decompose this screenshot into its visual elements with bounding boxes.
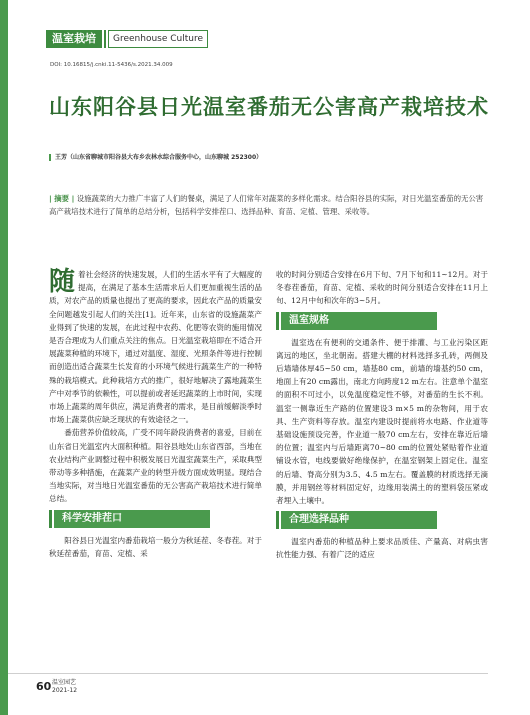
paragraph-sec3: 温室内番茄的种植品种上要求品质佳、产量高、对病虫害抗性能力强、有着广泛的适应 <box>276 537 488 560</box>
article-title: 山东阳谷县日光温室番茄无公害高产栽培技术 <box>49 94 489 119</box>
page-number: 60 <box>36 680 52 693</box>
section-tag-cn: 温室栽培 <box>46 30 102 48</box>
section-tag <box>46 30 208 48</box>
left-column <box>49 268 262 560</box>
doi-line: DOI: 10.16815/j.cnki.11-5436/s.2021.34.009 <box>50 62 173 68</box>
dropcap: 随 <box>49 267 76 297</box>
paragraph-sec1: 阳谷县日光温室内番茄栽培一般分为秋延茬、冬春茬。对于秋延茬番茄，育苗、定植、采 <box>49 535 262 558</box>
section-bar-icon <box>276 312 279 330</box>
section-heading-1 <box>49 510 262 528</box>
journal-issue: 2021-12 <box>52 687 78 694</box>
abstract-label: | 摘要 | <box>49 194 75 203</box>
section-title-1: 科学安排茬口 <box>54 510 210 528</box>
right-column <box>276 268 488 562</box>
section-bar-icon <box>49 510 52 528</box>
abstract <box>49 192 489 218</box>
journal-info <box>52 679 77 695</box>
author-text: 王芳（山东省聊城市阳谷县大布乡农林水综合服务中心，山东聊城 252300） <box>55 154 263 161</box>
section-title-2: 温室规格 <box>281 312 437 330</box>
tag-separator <box>104 30 106 48</box>
paragraph-sec1-cont: 收的时间分别适合安排在6月下旬、7月下旬和11~12月。对于冬春茬番茄，育苗、定植、采收的时间分别适合安排在11月上旬、12月中旬和次年的3~5月。 <box>276 270 488 306</box>
paragraph-tomato: 番茄营养价值较高，广受不同年龄段消费者的喜爱，目前在山东省日光温室内大面积种植。阳谷县地处山东省西部，当地在农业结构产业调整过程中积极发展日光温室蔬菜生产，采取典型带动等多种措施，在蔬菜产业的转型升级方面成效明显。现结合当地实际，对当地日光温室番茄的无公害高产栽培技术进行简单总结。 <box>49 428 262 504</box>
green-sidebar-strip <box>0 0 8 715</box>
section-tag-en: Greenhouse Culture <box>108 30 208 48</box>
section-heading-3 <box>276 511 488 529</box>
section-title-3: 合理选择品种 <box>281 511 437 529</box>
paragraph-sec2: 温室选在有便利的交通条件、便于排灌、与工业污染区距离远的地区，坐北朝南。搭建大棚的材料选择多孔砖，两侧及后墙墙体厚45~50 cm，墙基80 cm，前墙的墙基约50 cm，地面上有20 cm露出，南北方向跨度12 m左右。注意单个温室的面积不可过小，以免温度稳定性不够，对番茄的生长不利。温室一侧靠近生产路的位置建设3 m×5 m的杂物间，用于农具、生产资料等存放。温室内建设时提前将水电路、作业道等基础设施预设完善，作业道一般70 cm左右，安排在靠近后墙的位置；温室内与后墙距离70~80 cm的位置处紧贴着作业道铺设水管，电线要做好绝缘保护，在温室钢架上固定住。温室的后墙、脊高分别为3.5、4.5 m左右。覆盖膜的材质选择无滴膜，并用钢丝等材料固定好，边缘用装满土的的塑料袋压紧或者埋入土壤中。 <box>276 337 488 506</box>
author-line <box>49 152 262 161</box>
abstract-text: 设施蔬菜的大力推广丰富了人们的餐桌，满足了人们常年对蔬菜的多样化需求。结合阳谷县的实际，对日光温室番茄的无公害高产栽培技术进行了简单的总结分析，包括科学安排茬口、选择品种、育苗、定植、管理、采收等。 <box>49 194 484 216</box>
footer-divider <box>8 673 488 674</box>
section-heading-2 <box>276 312 488 330</box>
paragraph-intro: 着社会经济的快速发展，人们的生活水平有了大幅度的提高，在满足了基本生活需求后人们更加重视生活的品质，对农产品的质量也提出了更高的要求，因此农产品的质量安全问题越发引起人们的关注[1]。近年来，山东省的设施蔬菜产业得到了快速的发展，在此过程中农药、化肥等农资的施用情况是否合理成为人们重点关注的焦点。日光温室栽培即在不适合开展蔬菜种植的环境下，通过对温度、湿度、光照条件等进行控制而创造出适合蔬菜生长发育的小环境气候进行蔬菜生产的一种特殊的栽培模式。此种栽培方式的推广，很好地解决了露地蔬菜生产中对季节的依赖性，可以提前或者延迟蔬菜的上市时间，实现市场上蔬菜的周年供应，满足消费者的需求，是目前缓解淡季时市场上蔬菜供应缺乏现状的有效途径之一。 <box>49 270 262 425</box>
journal-name: 温室园艺 <box>52 679 77 686</box>
section-bar-icon <box>276 511 279 529</box>
author-bar-icon <box>49 154 51 161</box>
